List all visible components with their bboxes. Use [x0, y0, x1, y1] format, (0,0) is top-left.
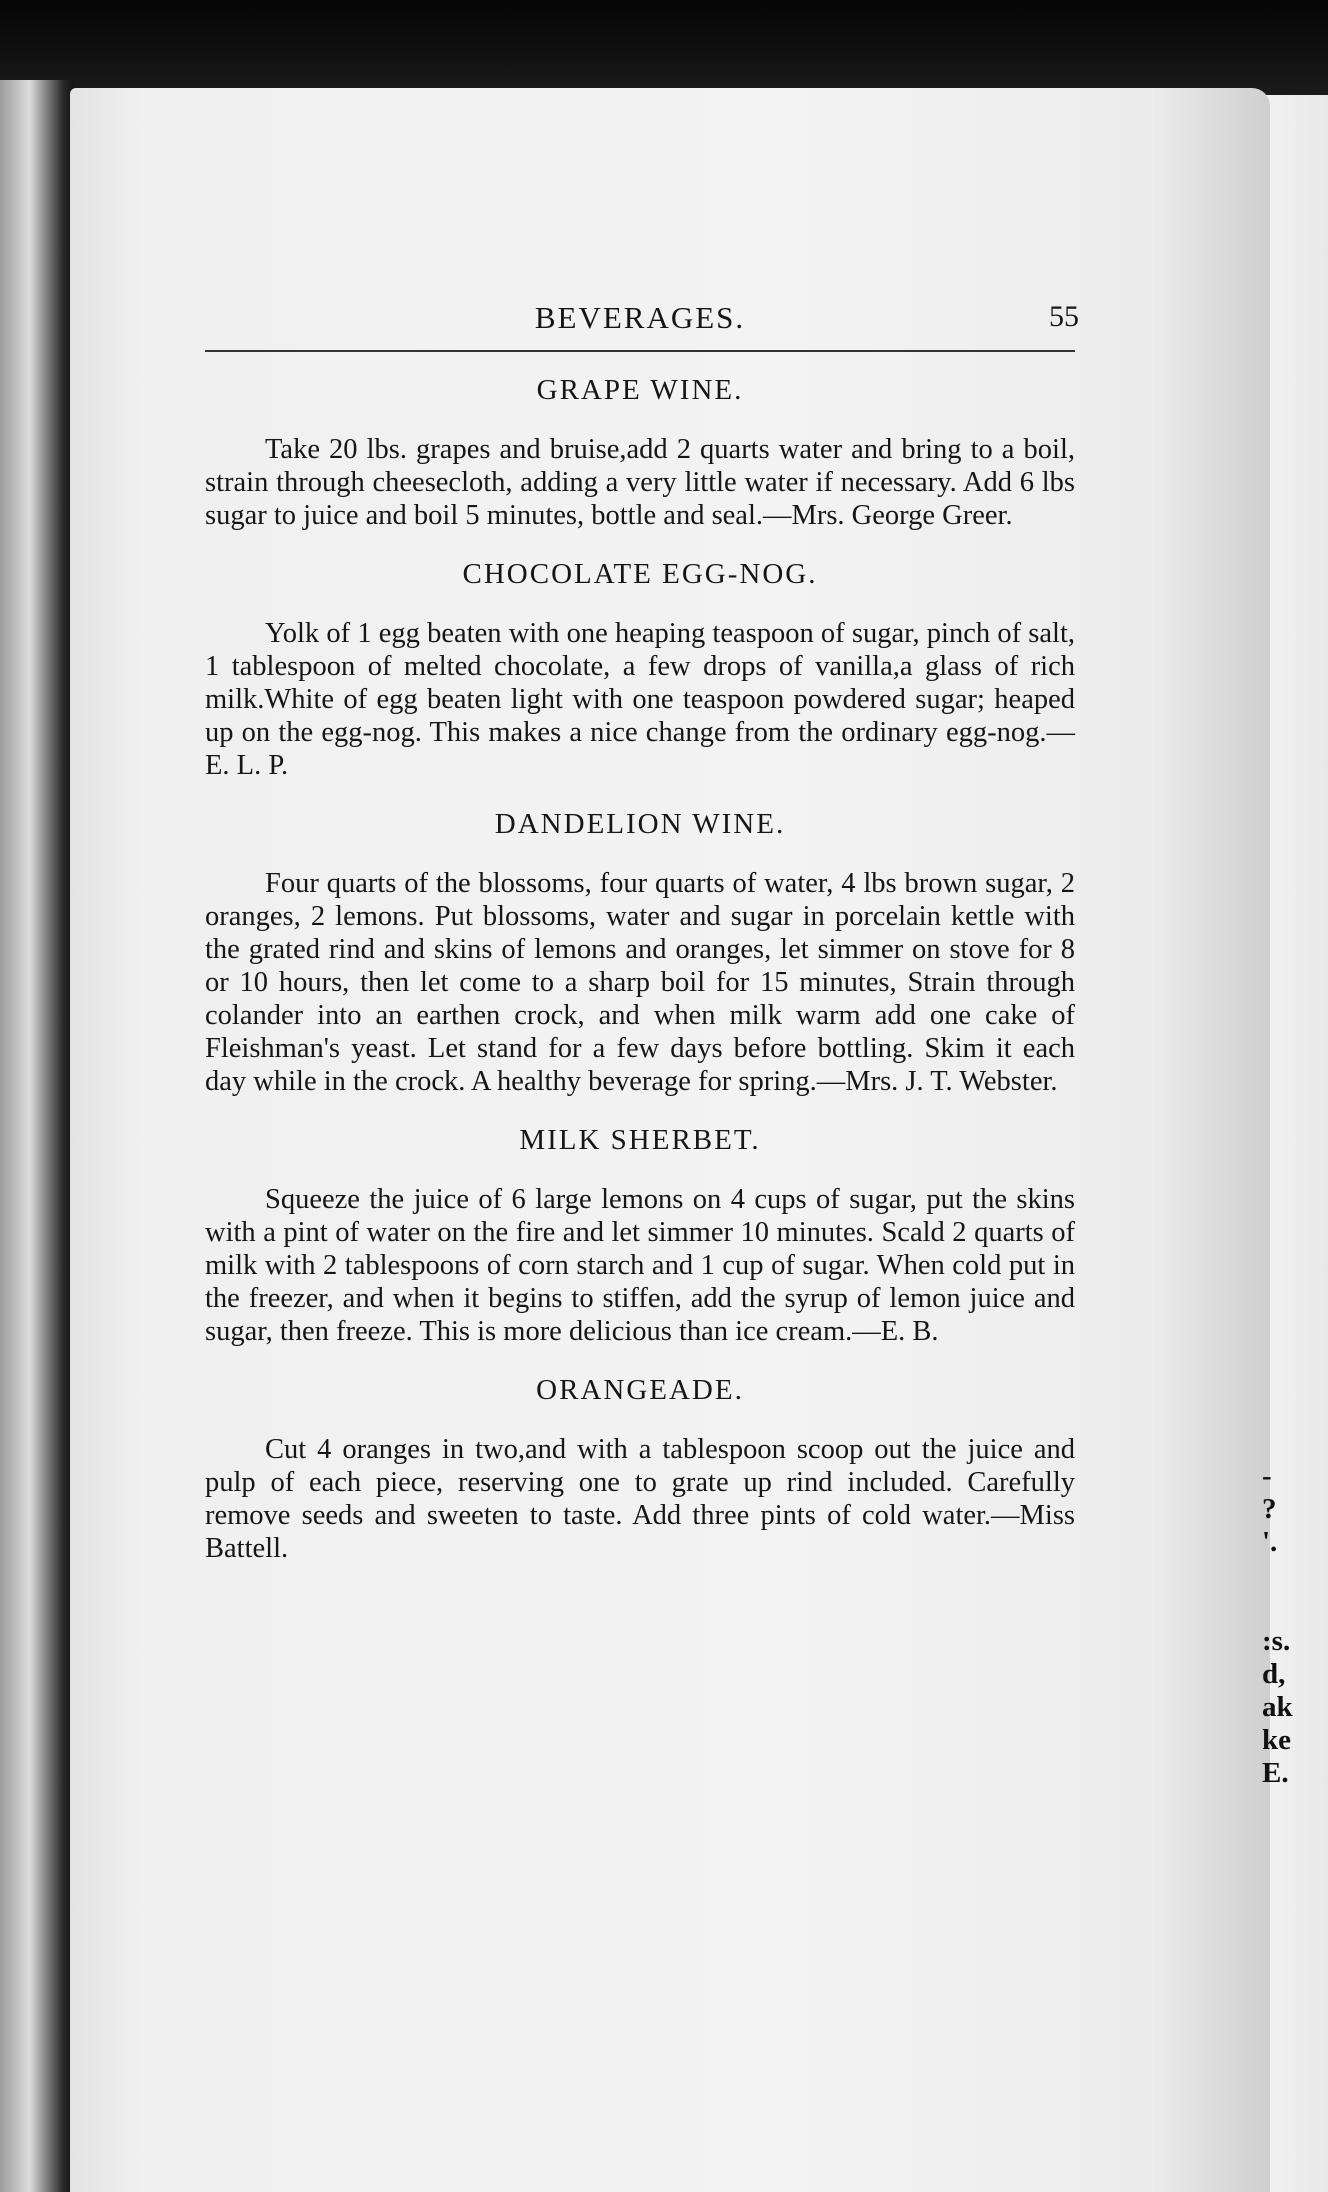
margin-fragment [1262, 1592, 1328, 1625]
recipe-dandelion-wine [205, 808, 1075, 1098]
running-head [205, 300, 1079, 340]
recipe-grape-wine [205, 374, 1075, 532]
recipe-milk-sherbet [205, 1124, 1075, 1348]
margin-fragment: d, [1262, 1658, 1286, 1690]
recipe-title: GRAPE WINE. [536, 374, 744, 406]
recipe-title: MILK SHERBET. [519, 1124, 761, 1156]
facing-page-text-fragments [1262, 1460, 1328, 1790]
margin-fragment [1262, 1559, 1328, 1592]
section-title: BEVERAGES. [534, 300, 746, 335]
margin-fragment: ? [1262, 1493, 1277, 1525]
recipe-body: Take 20 lbs. grapes and bruise,add 2 quarts water and bring to a boil, strain through cheesecloth, adding a very little water if necessary. Add 6 lbs sugar to juice and boil 5 minutes, bottle and seal.—Mrs. George Greer. [205, 434, 1075, 531]
margin-fragment: ke [1262, 1724, 1291, 1756]
margin-fragment: '. [1262, 1526, 1278, 1558]
page-number: 55 [1049, 300, 1079, 333]
recipe-title: DANDELION WINE. [494, 808, 786, 840]
margin-fragment: - [1262, 1460, 1272, 1492]
book-binding-edge [0, 80, 74, 2192]
recipe-body: Squeeze the juice of 6 large lemons on 4 cups of sugar, put the skins with a pint of water on the fire and let simmer 10 minutes. Scald 2 quarts of milk with 2 tablespoons of corn starch and 1 cup of sugar. When cold put in the freezer, and when it begins to stiffen, add the syrup of lemon juice and sugar, then freeze. This is more delicious than ice cream.—E. B. [205, 1184, 1075, 1347]
header-rule [205, 350, 1075, 352]
margin-fragment: E. [1262, 1757, 1289, 1789]
recipe-body: Four quarts of the blossoms, four quarts of water, 4 lbs brown sugar, 2 oranges, 2 lemons. Put blossoms, water and sugar in porcelain kettle with the grated rind and skins of lemons and oranges, let simmer on stove for 8 or 10 hours, then let come to a sharp boil for 15 minutes, Strain through colander into an earthen crock, and when milk warm add one cake of Fleishman's yeast. Let stand for a few days before bottling. Skim it each day while in the crock. A healthy beverage for spring.—Mrs. J. T. Webster. [205, 868, 1075, 1097]
margin-fragment: :s. [1262, 1625, 1291, 1657]
recipe-orangeade [205, 1374, 1075, 1565]
recipe-body: Yolk of 1 egg beaten with one heaping teaspoon of sugar, pinch of salt, 1 tablespoon of melted chocolate, a few drops of vanilla,a glass of rich milk.White of egg beaten light with one teaspoon powdered sugar; heaped up on the egg-nog. This makes a nice change from the ordinary egg-nog.—E. L. P. [205, 618, 1075, 781]
recipe-body: Cut 4 oranges in two,and with a tablespoon scoop out the juice and pulp of each piece, reserving one to grate up rind included. Carefully remove seeds and sweeten to taste. Add three pints of cold water.—Miss Battell. [205, 1434, 1075, 1564]
recipe-title: ORANGEADE. [536, 1374, 744, 1406]
recipe-title: CHOCOLATE EGG-NOG. [462, 558, 818, 590]
margin-fragment: ak [1262, 1691, 1293, 1723]
scan-background [0, 0, 1328, 95]
recipe-chocolate-egg-nog [205, 558, 1075, 782]
page-content [205, 300, 1079, 1591]
